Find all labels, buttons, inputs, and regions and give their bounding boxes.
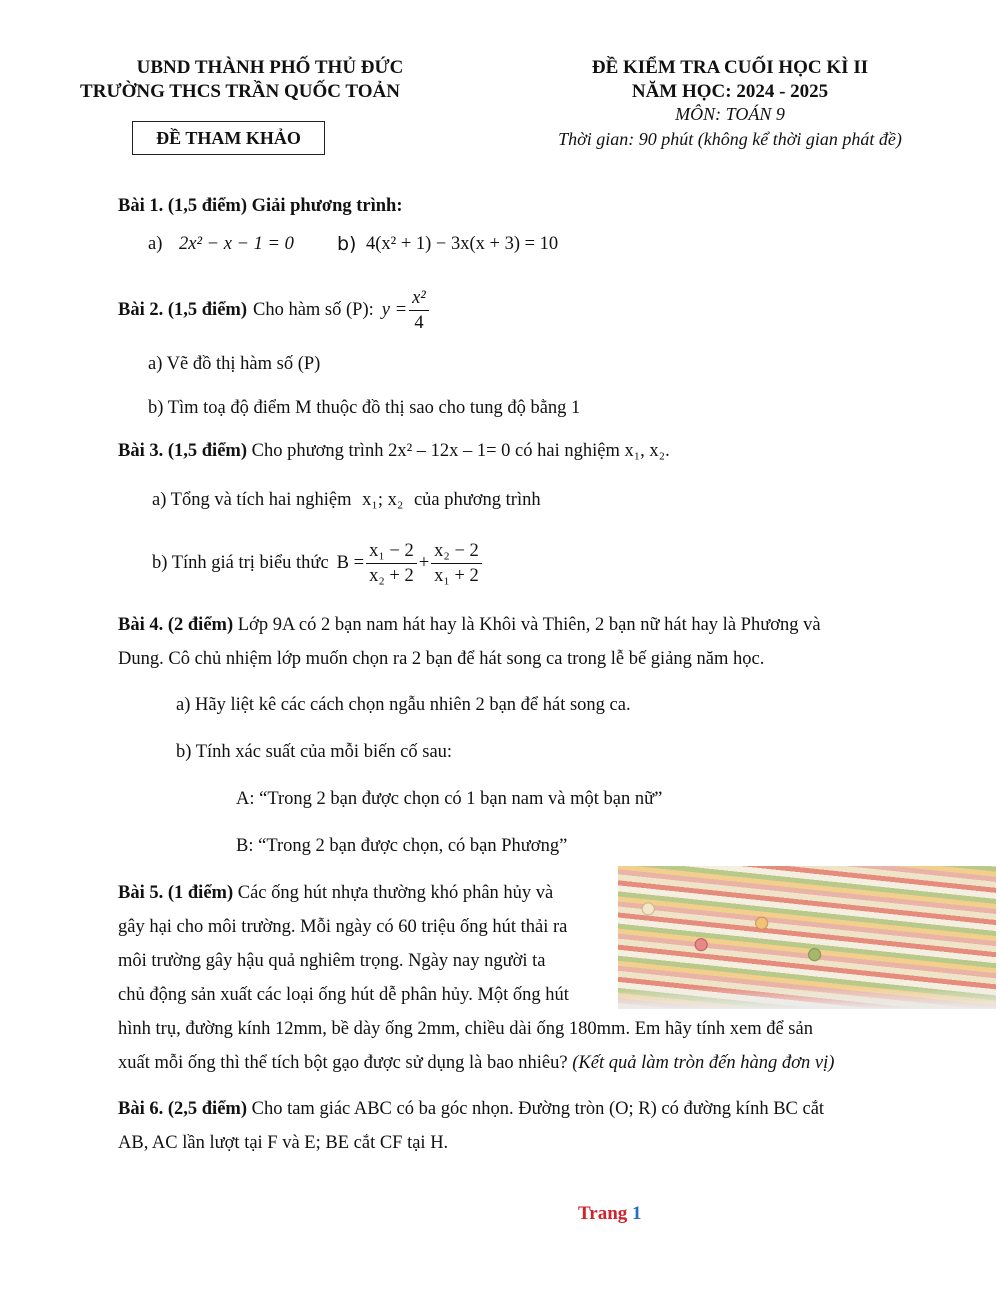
bai4-line1: [118, 608, 884, 642]
school-year: NĂM HỌC: 2024 - 2025: [631, 81, 829, 102]
bai3-a-text: a) Tổng và tích hai nghiệm: [152, 490, 352, 510]
bai6-line2: AB, AC lần lượt tại F và E; BE cắt CF tại H.: [118, 1133, 449, 1153]
school-name: TRƯỜNG THCS TRẦN QUỐC TOẢN: [80, 81, 400, 102]
reference-exam-box: ĐỀ THAM KHẢO: [132, 121, 325, 155]
bai6-line1: [118, 1092, 824, 1126]
bai5-title: Bài 5. (1 điểm): [118, 883, 234, 903]
bai5-line6: [118, 1046, 834, 1080]
fraction-2-denominator: x₁ + 2: [434, 565, 479, 586]
plus-sign: +: [418, 553, 430, 573]
exam-title: ĐỀ KIỂM TRA CUỐI HỌC KÌ II: [591, 57, 869, 78]
drinking-straws-image: [618, 866, 996, 1009]
bai3-heading: [118, 434, 670, 468]
event-b: B: “Trong 2 bạn được chọn, có bạn Phương”: [236, 836, 568, 856]
bai6-title: Bài 6. (2,5 điểm): [118, 1099, 247, 1119]
fraction-2: [431, 539, 482, 588]
bai2-intro: Cho hàm số (P):: [252, 300, 374, 320]
fraction-1-numerator: x₁ − 2: [366, 539, 417, 564]
bai1-title: Bài 1. (1,5 điểm) Giải phương trình:: [118, 196, 403, 216]
bai2-heading: [118, 280, 431, 340]
bai5-note: (Kết quả làm tròn đến hàng đơn vị): [572, 1053, 835, 1073]
bai3-b-text: b) Tính giá trị biểu thức: [152, 553, 329, 573]
bai2-b: b) Tìm toạ độ điểm M thuộc đồ thị sao cho tung độ bằng 1: [148, 398, 581, 418]
exam-time: Thời gian: 90 phút (không kể thời gian phát đề): [558, 129, 902, 149]
bai1-a-label: a): [148, 234, 163, 254]
fraction-2-numerator: x₂ − 2: [431, 539, 482, 564]
function-denominator: 4: [414, 312, 424, 333]
fraction-1-denominator: x₂ + 2: [369, 565, 414, 586]
subject: MÔN: TOÁN 9: [675, 104, 785, 124]
bai1-b-label: b): [337, 233, 357, 255]
bai3-a-post: của phương trình: [413, 490, 541, 510]
bai1-b-equation: 4(x² + 1) − 3x(x + 3) = 10: [366, 234, 559, 254]
bai5-line3: môi trường gây hậu quả nghiêm trọng. Ngày nay người ta: [118, 951, 546, 971]
bai5-line4: chủ động sản xuất các loại ống hút dễ phân hủy. Một ống hút: [118, 985, 569, 1005]
page-footer: [578, 1203, 642, 1225]
school-district: UBND THÀNH PHỐ THỦ ĐỨC: [136, 57, 404, 78]
fraction-1: [366, 539, 417, 588]
bai5-line2: gây hại cho môi trường. Mỗi ngày có 60 triệu ống hút thải ra: [118, 917, 568, 937]
bai5-text-6: xuất mỗi ống thì thể tích bột gạo được sử dụng là bao nhiêu?: [118, 1053, 568, 1073]
bai4-line2: Dung. Cô chủ nhiệm lớp muốn chọn ra 2 bạn để hát song ca trong lễ bế giảng năm học.: [118, 649, 765, 669]
page-number: 1: [632, 1203, 642, 1224]
bai2-title: Bài 2. (1,5 điểm): [118, 300, 247, 320]
bai5-text-1: Các ống hút nhựa thường khó phân hủy và: [237, 883, 554, 903]
bai1-a-equation: 2x² − x − 1 = 0: [179, 234, 294, 254]
bai2-a: a) Vẽ đồ thị hàm số (P): [148, 354, 321, 374]
bai3-intro: Cho phương trình 2x² – 12x – 1= 0 có hai nghiệm x₁, x₂.: [251, 441, 670, 461]
bai3-b: [152, 536, 484, 590]
bai3-a-vars: x₁; x₂: [362, 490, 404, 510]
bai4-b: b) Tính xác suất của mỗi biến cố sau:: [176, 742, 453, 762]
function-lhs: y =: [381, 300, 408, 320]
bai4-text-1: Lớp 9A có 2 bạn nam hát hay là Khôi và Thiên, 2 bạn nữ hát hay là Phương và: [237, 615, 821, 635]
function-numerator: x²: [409, 286, 429, 311]
bai6-text-1: Cho tam giác ABC có ba góc nhọn. Đường tròn (O; R) có đường kính BC cắt: [251, 1099, 825, 1119]
bai3-a: [152, 483, 541, 517]
bai3-title: Bài 3. (1,5 điểm): [118, 441, 247, 461]
bai5-line5: hình trụ, đường kính 12mm, bề dày ống 2mm, chiều dài ống 180mm. Em hãy tính xem để sản: [118, 1019, 813, 1039]
page-label: Trang: [578, 1203, 628, 1224]
function-fraction: [409, 286, 429, 335]
bai4-a: a) Hãy liệt kê các cách chọn ngẫu nhiên 2 bạn để hát song ca.: [176, 695, 631, 715]
bai5-line1: [118, 876, 604, 910]
expression-lhs: B =: [336, 553, 365, 573]
event-a: A: “Trong 2 bạn được chọn có 1 bạn nam và một bạn nữ”: [236, 789, 663, 809]
bai4-title: Bài 4. (2 điểm): [118, 615, 234, 635]
